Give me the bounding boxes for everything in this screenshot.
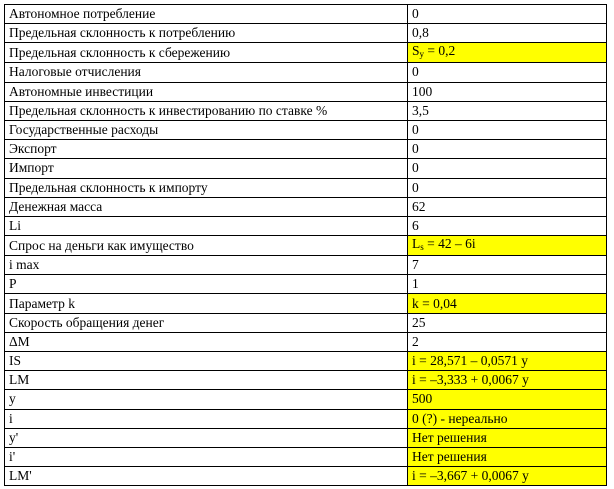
row-value: 0 [408,120,607,139]
value-subscript: y [419,49,425,60]
value-expression: = 0,2 [424,43,456,59]
table-row [5,332,607,351]
table-row [5,82,607,101]
row-value: k = 0,04 [408,294,607,313]
table-row [5,390,607,409]
table-row [5,428,607,447]
row-value: 0 [408,5,607,24]
table-row [5,275,607,294]
row-label: ΔM [5,332,408,351]
row-label: Автономные инвестиции [5,82,408,101]
table-row [5,447,607,466]
row-label: Автономное потребление [5,5,408,24]
parameters-table [4,4,607,486]
row-label: Li [5,216,408,235]
row-value [408,236,607,256]
table-row [5,63,607,82]
table-row [5,236,607,256]
value-subscript: s [420,242,424,253]
row-value: i = 28,571 – 0,0571 y [408,352,607,371]
table-row [5,178,607,197]
row-label: Скорость обращения денег [5,313,408,332]
row-label: Государственные расходы [5,120,408,139]
row-value: 7 [408,256,607,275]
row-value [408,43,607,63]
table-row [5,120,607,139]
row-value: 1 [408,275,607,294]
row-label: Предельная склонность к сбережению [5,43,408,63]
row-label: P [5,275,408,294]
table-row [5,256,607,275]
row-value: i = –3,667 + 0,0067 y [408,467,607,486]
table-row [5,467,607,486]
row-label: LM' [5,467,408,486]
value-symbol: L [412,236,421,252]
row-value: 25 [408,313,607,332]
table-row [5,24,607,43]
table-row [5,140,607,159]
row-value: 500 [408,390,607,409]
row-label: Предельная склонность к инвестированию по ставке % [5,101,408,120]
row-value: 0 [408,63,607,82]
row-value: 6 [408,216,607,235]
value-expression: = 42 – 6i [423,236,476,252]
row-value: 0 [408,178,607,197]
table-row [5,371,607,390]
row-label: i' [5,447,408,466]
table-row [5,43,607,63]
row-label: Налоговые отчисления [5,63,408,82]
table-row [5,159,607,178]
row-value: Нет решения [408,447,607,466]
row-value: 0,8 [408,24,607,43]
row-value: i = –3,333 + 0,0067 y [408,371,607,390]
table-row [5,313,607,332]
table-row [5,5,607,24]
table-row [5,197,607,216]
row-label: i max [5,256,408,275]
row-label: IS [5,352,408,371]
row-label: i [5,409,408,428]
row-label: Предельная склонность к импорту [5,178,408,197]
table-row [5,409,607,428]
row-label: LM [5,371,408,390]
table-row [5,216,607,235]
row-label: Импорт [5,159,408,178]
row-value: Нет решения [408,428,607,447]
row-label: y [5,390,408,409]
row-value: 3,5 [408,101,607,120]
row-label: Параметр k [5,294,408,313]
table-row [5,101,607,120]
row-label: Спрос на деньги как имущество [5,236,408,256]
row-value: 2 [408,332,607,351]
row-value: 0 [408,159,607,178]
row-value: 0 [408,140,607,159]
table-row [5,294,607,313]
row-label: Предельная склонность к потреблению [5,24,408,43]
row-value: 0 (?) - нереально [408,409,607,428]
value-symbol: S [412,43,420,59]
table-row [5,352,607,371]
row-label: y' [5,428,408,447]
row-label: Денежная масса [5,197,408,216]
row-value: 62 [408,197,607,216]
row-value: 100 [408,82,607,101]
row-label: Экспорт [5,140,408,159]
table-body [5,5,607,486]
